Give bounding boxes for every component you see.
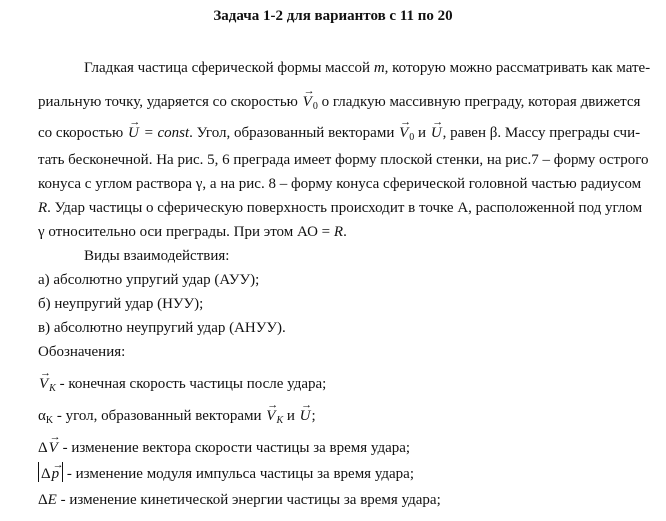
- types-item-b: б) неупругий удар (НУУ);: [38, 296, 204, 312]
- paragraph-line-5: конуса с углом раствора γ, а на рис. 8 – форму конуса сферической головной частью радиусом: [38, 176, 642, 192]
- notation-de: ΔE - изменение кинетической энергии частицы за время удара;: [38, 492, 441, 508]
- types-heading: Виды взаимодействия:: [84, 248, 230, 264]
- paragraph-line-7: γ относительно оси преграды. При этом АО = R.: [38, 224, 347, 240]
- paragraph-line-6: R. Удар частицы о сферическую поверхность происходит в точке А, расположенной под углом: [38, 200, 643, 216]
- vector-u: → U: [127, 116, 141, 141]
- vector-v0: → V: [399, 116, 412, 141]
- vector-v: → V: [48, 431, 61, 456]
- types-item-c: в) абсолютно неупругий удар (АНУУ).: [38, 320, 286, 336]
- vector-u: → U: [299, 399, 313, 424]
- paragraph-line-4: тать бесконечной. На рис. 5, 6 преграда имеет форму плоской стенки, на рис.7 – форму острого: [38, 152, 649, 168]
- vector-u: → U: [430, 116, 444, 141]
- paragraph-line-2: риальную точку, ударяется со скоростью → $V_0$ о гладкую массивную преграду, которая движется: [38, 85, 641, 112]
- paragraph-line-1: Гладкая частица сферической формы массой m, которую можно рассматривать как мате-: [84, 60, 651, 76]
- types-item-a: а) абсолютно упругий удар (АУУ);: [38, 272, 260, 288]
- vector-p: → p: [51, 459, 64, 482]
- abs-delta-p: Δ → p: [38, 462, 63, 482]
- vector-v0: → V: [302, 85, 315, 110]
- paragraph-line-3: со скоростью → U = const. Угол, образованный векторами → $V_0$ и → U, равен β. Массу преграды счи-: [38, 116, 641, 143]
- vector-vk: → V: [266, 399, 279, 424]
- notation-dv: Δ → V - изменение вектора скорости частицы за время удара;: [38, 431, 411, 456]
- notation-dp: Δ → p - изменение модуля импульса частицы за время удара;: [38, 462, 414, 484]
- vector-vk: → V: [39, 367, 51, 392]
- notation-vk: → $V_K$ - конечная скорость частицы после удара;: [39, 367, 327, 394]
- page-title: Задача 1-2 для вариантов с 11 по 20: [213, 8, 453, 24]
- notation-heading: Обозначения:: [38, 344, 126, 360]
- notation-alpha: $\alpha_K$ - угол, образованный векторами → $V_K$ и → U;: [38, 399, 316, 426]
